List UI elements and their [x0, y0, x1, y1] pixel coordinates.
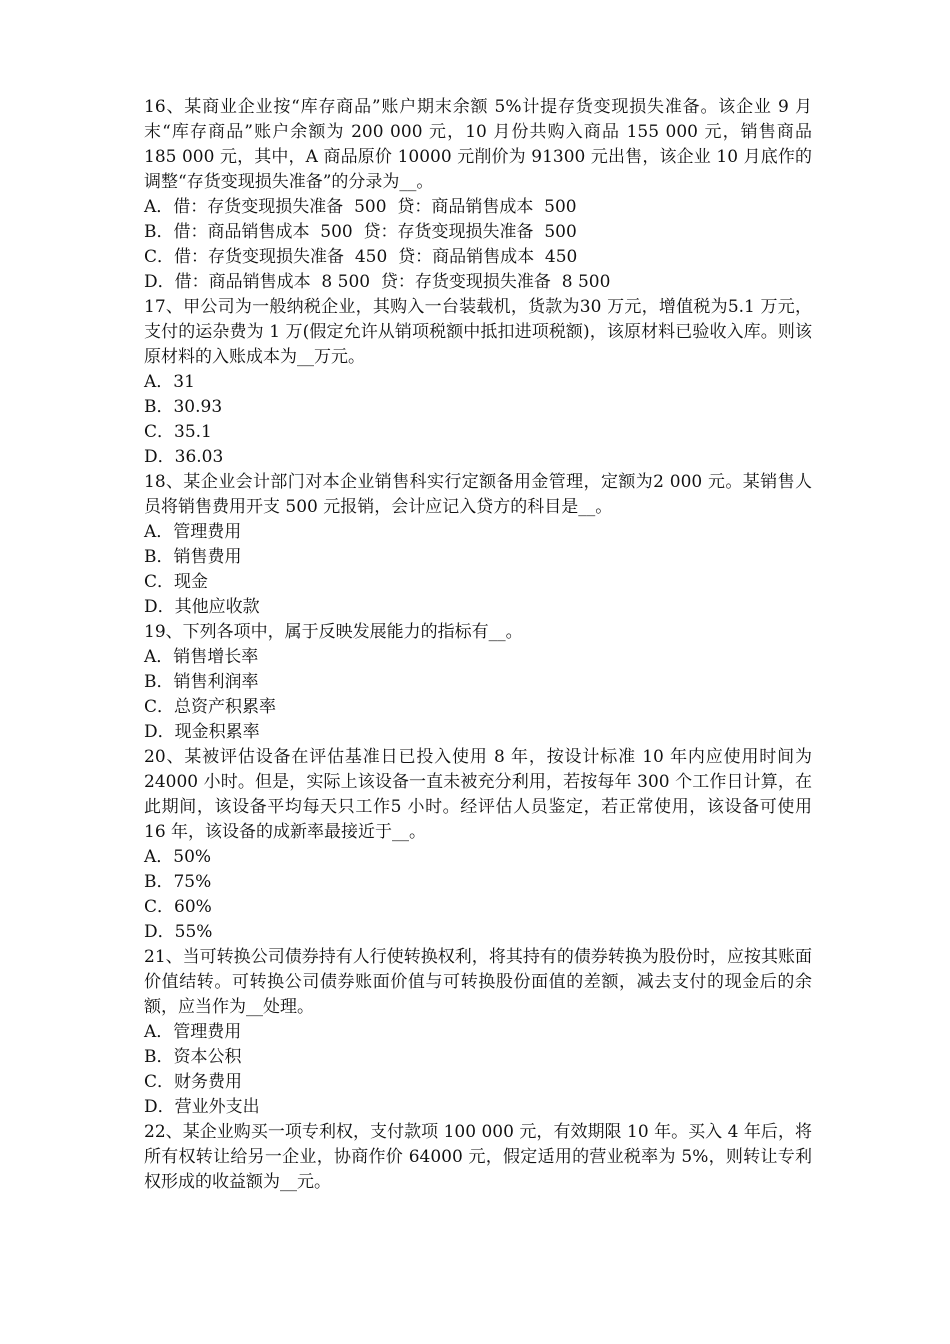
question-19-option-d: D．现金积累率 — [144, 722, 260, 742]
question-18-option-a: A．管理费用 — [144, 522, 242, 542]
question-16-option-b: B．借：商品销售成本 500 贷：存货变现损失准备 500 — [144, 222, 577, 242]
question-21-option-b: B．资本公积 — [144, 1047, 242, 1067]
question-17-option-c: C．35.1 — [144, 422, 212, 442]
question-16-option-a: A．借：存货变现损失准备 500 贷：商品销售成本 500 — [144, 197, 577, 217]
question-21-option-d: D．营业外支出 — [144, 1097, 260, 1117]
question-17-option-a: A．31 — [144, 372, 195, 392]
question-16-option-c: C．借：存货变现损失准备 450 贷：商品销售成本 450 — [144, 247, 578, 267]
question-18-stem: 18、某企业会计部门对本企业销售科实行定额备用金管理，定额为2 000 元。某销售人员将销售费用开支 500 元报销，会计应记入贷方的科目是__。 — [144, 472, 812, 517]
question-21-option-c: C．财务费用 — [144, 1072, 243, 1092]
question-19-option-a: A．销售增长率 — [144, 647, 259, 667]
question-20-option-c: C．60% — [144, 897, 212, 917]
question-17-option-b: B．30.93 — [144, 397, 223, 417]
question-20-option-d: D．55% — [144, 922, 213, 942]
question-21-stem: 21、当可转换公司债券持有人行使转换权利，将其持有的债券转换为股份时，应按其账面价值结转。可转换公司债券账面价值与可转换股份面值的差额，减去支付的现金后的余额，应当作为__处理。 — [144, 947, 812, 1017]
question-20-option-a: A．50% — [144, 847, 212, 867]
question-18-option-d: D．其他应收款 — [144, 597, 260, 617]
question-17-option-d: D．36.03 — [144, 447, 224, 467]
question-19-option-c: C．总资产积累率 — [144, 697, 277, 717]
question-22-stem: 22、某企业购买一项专利权，支付款项 100 000 元，有效期限 10 年。买入 4 年后，将所有权转让给另一企业，协商作价 64000 元，假定适用的营业税率为 5%，则转让专利权形成的收益额为__元。 — [144, 1122, 812, 1192]
question-17-stem: 17、甲公司为一般纳税企业，其购入一台装载机，货款为30 万元，增值税为5.1 万元，支付的运杂费为 1 万(假定允许从销项税额中抵扣进项税额)，该原材料已验收入库。则该原材料的入账成本为__万元。 — [144, 297, 812, 367]
question-20-stem: 20、某被评估设备在评估基准日已投入使用 8 年，按设计标准 10 年内应使用时间为 24000 小时。但是，实际上该设备一直未被充分利用，若按每年 300 个工作日计算，在此期间，该设备平均每天只工作5 小时。经评估人员鉴定，若正常使用，该设备可使用 16 年，该设备的成新率最接近于__。 — [144, 747, 812, 842]
question-21-option-a: A．管理费用 — [144, 1022, 242, 1042]
document-page — [144, 95, 812, 1195]
question-16-stem: 16、某商业企业按“库存商品”账户期末余额 5%计提存货变现损失准备。该企业 9 月末“库存商品”账户余额为 200 000 元，10 月份共购入商品 155 000 元，销售商品 185 000 元，其中，A 商品原价 10000 元削价为 91300 元出售，该企业 10 月底作的调整“存货变现损失准备”的分录为__。 — [144, 97, 812, 192]
question-19-option-b: B．销售利润率 — [144, 672, 259, 692]
question-16-option-d: D．借：商品销售成本 8 500 贷：存货变现损失准备 8 500 — [144, 272, 611, 292]
question-20-option-b: B．75% — [144, 872, 212, 892]
question-18-option-c: C．现金 — [144, 572, 209, 592]
question-19-stem: 19、下列各项中，属于反映发展能力的指标有__。 — [144, 622, 523, 642]
question-18-option-b: B．销售费用 — [144, 547, 242, 567]
